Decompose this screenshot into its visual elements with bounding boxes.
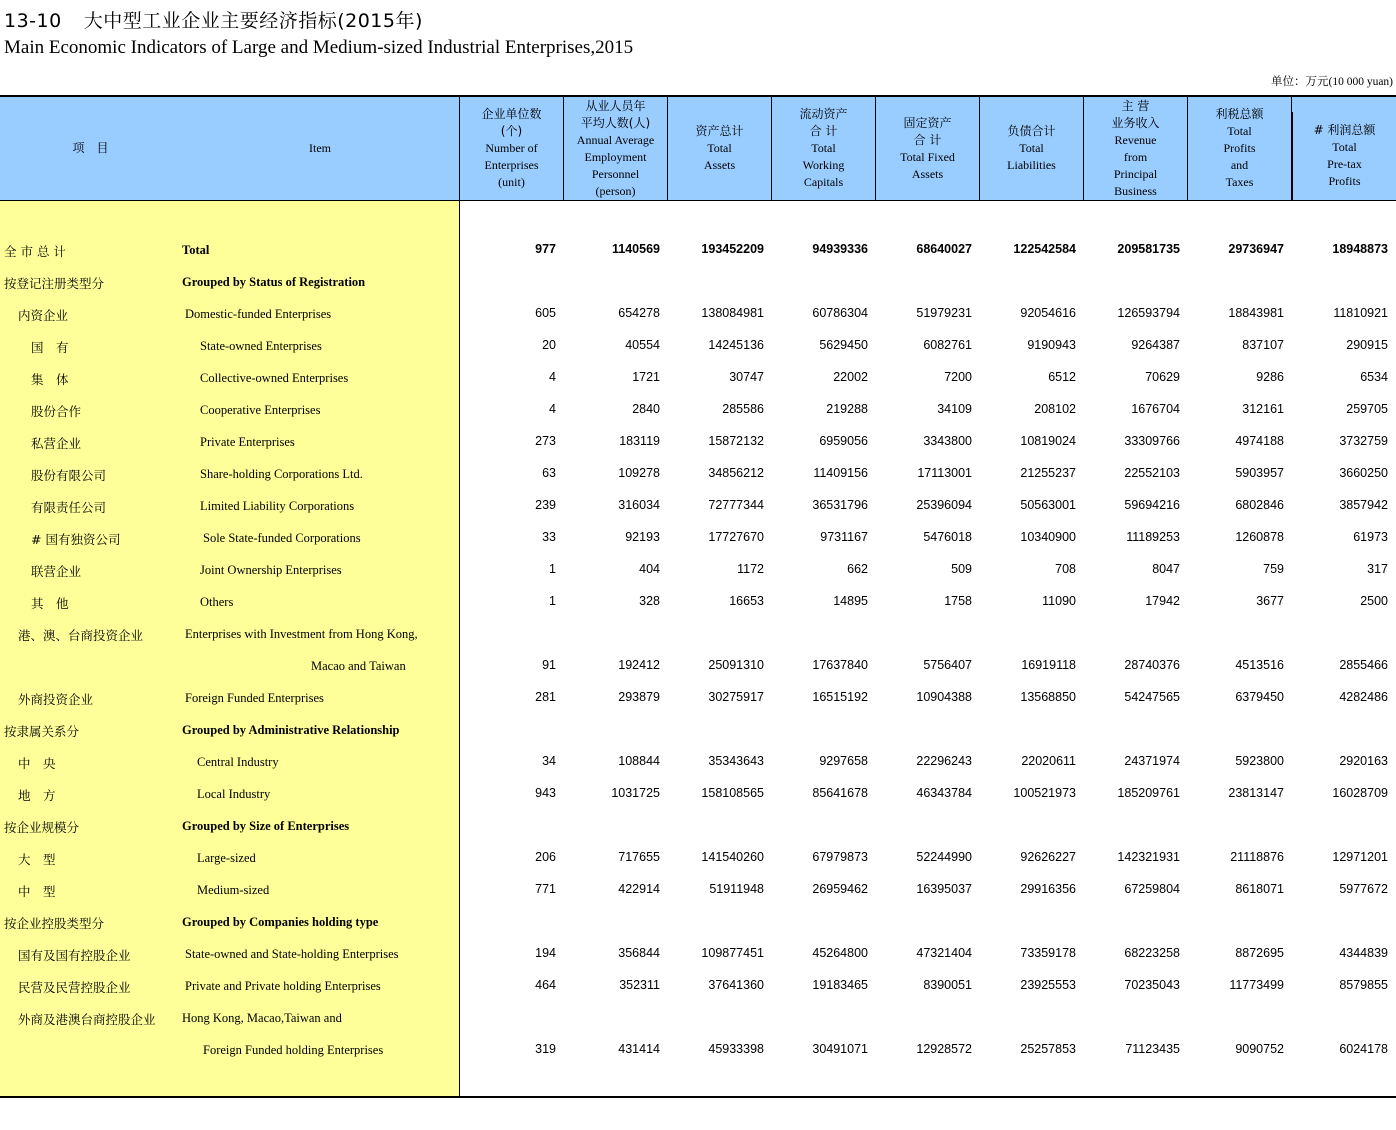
row-value-col-6: 29916356 — [1020, 882, 1076, 896]
row-label-cn: 股份有限公司 — [31, 468, 107, 483]
row-value-col-9: 11810921 — [1333, 306, 1388, 320]
row-value-col-5: 47321404 — [916, 946, 972, 960]
row-value-col-6: 11090 — [1042, 594, 1076, 608]
row-value-col-3: 37641360 — [708, 978, 764, 992]
row-value-col-3: 158108565 — [701, 786, 764, 800]
row-value-col-4: 36531796 — [812, 498, 868, 512]
row-value-col-5: 1758 — [944, 594, 972, 608]
row-label-cn: 按登记注册类型分 — [4, 276, 105, 291]
row-value-col-6: 6512 — [1048, 370, 1076, 384]
row-label-cn: 民营及民营控股企业 — [18, 980, 131, 995]
row-value-col-6: 22020611 — [1021, 754, 1076, 768]
row-value-col-5: 8390051 — [923, 978, 972, 992]
row-value-col-2: 422914 — [618, 882, 660, 896]
row-label-en: Total — [182, 243, 210, 257]
row-value-col-3: 141540260 — [701, 850, 764, 864]
table-row — [0, 297, 1396, 329]
row-value-col-9: 3732759 — [1339, 434, 1388, 448]
row-value-col-2: 293879 — [618, 690, 660, 704]
row-value-col-7: 24371974 — [1124, 754, 1180, 768]
row-value-col-5: 12928572 — [916, 1042, 972, 1056]
row-value-col-2: 356844 — [618, 946, 660, 960]
row-value-col-9: 2855466 — [1339, 658, 1388, 672]
unit-label: 单位：万元(10 000 yuan) — [1270, 76, 1393, 88]
row-value-col-8: 9286 — [1256, 370, 1284, 384]
row-value-col-4: 17637840 — [812, 658, 868, 672]
row-value-col-3: 193452209 — [701, 242, 764, 256]
row-value-col-3: 15872132 — [708, 434, 764, 448]
row-label-cn: 全 市 总 计 — [4, 244, 66, 259]
row-value-col-5: 68640027 — [916, 242, 972, 256]
header-col-cn: 流动资产 合 计 — [799, 107, 848, 138]
row-label-en: Foreign Funded Enterprises — [185, 691, 324, 705]
table-row — [0, 425, 1396, 457]
row-value-col-5: 51979231 — [916, 306, 972, 320]
row-value-col-7: 8047 — [1152, 562, 1180, 576]
row-value-col-2: 1031725 — [611, 786, 660, 800]
row-value-col-7: 28740376 — [1124, 658, 1180, 672]
row-value-col-7: 70629 — [1145, 370, 1180, 384]
header-col-1 — [460, 97, 564, 200]
header-col-5 — [876, 97, 980, 200]
row-label-en: Foreign Funded holding Enterprises — [203, 1043, 384, 1057]
row-value-col-7: 33309766 — [1124, 434, 1180, 448]
row-label-cn: 有限责任公司 — [31, 500, 107, 515]
row-value-col-9: 16028709 — [1332, 786, 1388, 800]
row-value-col-3: 1172 — [737, 562, 764, 576]
row-value-col-8: 759 — [1263, 562, 1284, 576]
row-label-cn: 联营企业 — [31, 564, 82, 579]
table-row — [0, 745, 1396, 777]
row-value-col-4: 19183465 — [812, 978, 868, 992]
row-value-col-3: 138084981 — [701, 306, 764, 320]
row-value-col-4: 60786304 — [812, 306, 868, 320]
row-value-col-1: 281 — [535, 690, 556, 704]
row-label-cn: 中 央 — [18, 756, 56, 771]
row-value-col-6: 50563001 — [1020, 498, 1076, 512]
row-label-en: Grouped by Status of Registration — [182, 275, 366, 289]
row-value-col-1: 91 — [542, 658, 556, 672]
row-value-col-1: 4 — [549, 370, 556, 384]
header-col-en: Number of Enterprises (unit) — [484, 141, 539, 189]
row-label-en: Grouped by Companies holding type — [182, 915, 379, 929]
table-row — [0, 649, 1396, 681]
header-col-cn: 固定资产 合 计 — [903, 115, 952, 147]
row-value-col-6: 92054616 — [1020, 306, 1076, 320]
row-value-col-6: 73359178 — [1020, 946, 1076, 960]
row-value-col-6: 708 — [1055, 562, 1076, 576]
row-value-col-6: 122542584 — [1013, 242, 1076, 256]
row-label-en: Cooperative Enterprises — [200, 403, 321, 417]
header-col-8 — [1188, 97, 1292, 200]
row-value-col-6: 10819024 — [1020, 434, 1076, 448]
row-value-col-2: 1140569 — [612, 242, 660, 256]
row-value-col-1: 977 — [535, 242, 556, 256]
row-value-col-5: 5756407 — [923, 658, 972, 672]
row-value-col-7: 70235043 — [1124, 978, 1180, 992]
row-value-col-1: 605 — [535, 306, 556, 320]
header-col-cn: 企业单位数 (个) — [481, 107, 542, 138]
table-row — [0, 393, 1396, 425]
row-value-col-6: 23925553 — [1020, 978, 1076, 992]
table-row — [0, 841, 1396, 873]
table-title-en: Main Economic Indicators of Large and Medium-sized Industrial Enterprises,2015 — [4, 37, 634, 58]
header-col-9 — [1292, 112, 1396, 200]
table-row — [0, 585, 1396, 617]
row-value-col-2: 92193 — [625, 530, 660, 544]
header-col-en: Total Fixed Assets — [900, 149, 955, 181]
header-col-cn: 利税总额 — [1215, 107, 1264, 121]
row-value-col-5: 17113001 — [917, 466, 972, 480]
header-item-cn — [0, 97, 181, 200]
table-row — [0, 905, 1396, 937]
row-value-col-6: 92626227 — [1020, 850, 1076, 864]
row-value-col-7: 68223258 — [1124, 946, 1180, 960]
row-label-cn: 内资企业 — [18, 308, 69, 323]
row-value-col-5: 6082761 — [923, 338, 972, 352]
row-value-col-4: 9297658 — [819, 754, 868, 768]
row-label-en: State-owned and State-holding Enterprises — [185, 947, 399, 961]
row-label-cn: 外商投资企业 — [18, 692, 94, 707]
table-row — [0, 361, 1396, 393]
row-value-col-9: 317 — [1367, 562, 1388, 576]
row-label-cn: # 国有独资公司 — [31, 532, 121, 547]
table-row — [0, 1033, 1396, 1065]
header-col-en: Total Assets — [703, 141, 736, 172]
row-value-col-6: 10340900 — [1020, 530, 1076, 544]
row-value-col-9: 61973 — [1353, 530, 1388, 544]
bottom-rule — [0, 1096, 1396, 1098]
row-value-col-3: 109877451 — [701, 946, 764, 960]
row-value-col-9: 2920163 — [1339, 754, 1388, 768]
table-row — [0, 265, 1396, 297]
table-row — [0, 713, 1396, 745]
row-label-en: Central Industry — [197, 755, 279, 769]
row-label-en: Grouped by Size of Enterprises — [182, 819, 350, 833]
header-col-en: Total Liabilities — [1007, 141, 1056, 172]
row-value-col-1: 319 — [535, 1042, 556, 1056]
row-value-col-1: 943 — [535, 786, 556, 800]
row-value-col-2: 40554 — [625, 338, 660, 352]
table-number: 13-10 — [4, 10, 62, 32]
row-value-col-2: 352311 — [619, 978, 660, 992]
row-value-col-8: 29736947 — [1228, 242, 1284, 256]
row-value-col-7: 54247565 — [1124, 690, 1180, 704]
row-value-col-8: 6802846 — [1235, 498, 1284, 512]
row-value-col-2: 109278 — [618, 466, 660, 480]
table-title-cn — [4, 6, 423, 33]
row-label-cn: 地 方 — [18, 788, 56, 803]
row-value-col-5: 509 — [951, 562, 972, 576]
table-row — [0, 1001, 1396, 1033]
row-value-col-7: 126593794 — [1117, 306, 1180, 320]
row-value-col-2: 108844 — [618, 754, 660, 768]
row-value-col-4: 85641678 — [812, 786, 868, 800]
row-value-col-3: 30275917 — [708, 690, 764, 704]
row-value-col-5: 25396094 — [916, 498, 972, 512]
row-value-col-2: 1721 — [632, 370, 660, 384]
row-value-col-4: 6959056 — [819, 434, 868, 448]
row-value-col-4: 9731167 — [820, 530, 868, 544]
row-value-col-5: 52244990 — [916, 850, 972, 864]
row-value-col-4: 219288 — [826, 402, 868, 416]
row-value-col-8: 21118876 — [1230, 850, 1284, 864]
row-value-col-3: 285586 — [722, 402, 764, 416]
table-row — [0, 873, 1396, 905]
row-value-col-6: 208102 — [1034, 402, 1076, 416]
header-col-4 — [772, 97, 876, 200]
header-col-en: Revenue from Principal Business — [1113, 132, 1158, 198]
row-value-col-2: 192412 — [618, 658, 660, 672]
row-label-cn: 中 型 — [18, 884, 56, 899]
row-value-col-8: 5923800 — [1235, 754, 1284, 768]
header-col-en: Total Pre-tax Profits — [1327, 140, 1362, 188]
row-value-col-5: 46343784 — [916, 786, 972, 800]
row-value-col-4: 14895 — [833, 594, 868, 608]
row-value-col-1: 239 — [535, 498, 556, 512]
table-row — [0, 329, 1396, 361]
row-label-en: Local Industry — [197, 787, 271, 801]
row-value-col-2: 717655 — [618, 850, 660, 864]
header-col-cn: # 利润总额 — [1313, 123, 1376, 137]
table-row — [0, 521, 1396, 553]
header-col-7 — [1084, 97, 1188, 200]
row-value-col-1: 1 — [549, 594, 556, 608]
row-value-col-8: 4974188 — [1235, 434, 1284, 448]
row-label-en: Hong Kong, Macao,Taiwan and — [182, 1011, 342, 1025]
row-value-col-6: 16919118 — [1021, 658, 1076, 672]
row-label-en: Joint Ownership Enterprises — [200, 563, 342, 577]
row-value-col-1: 206 — [535, 850, 556, 864]
row-label-en: Enterprises with Investment from Hong Kong, — [185, 627, 418, 641]
title-cn-text: 大中型工业企业主要经济指标(2015年) — [83, 10, 423, 32]
row-value-col-8: 3677 — [1256, 594, 1284, 608]
row-value-col-6: 100521973 — [1013, 786, 1076, 800]
row-value-col-8: 837107 — [1242, 338, 1284, 352]
row-value-col-7: 9264387 — [1131, 338, 1180, 352]
row-value-col-4: 22002 — [833, 370, 868, 384]
row-value-col-3: 45933398 — [708, 1042, 764, 1056]
row-label-en: Macao and Taiwan — [311, 659, 406, 673]
row-value-col-1: 273 — [535, 434, 556, 448]
row-value-col-2: 2840 — [632, 402, 660, 416]
row-label-en: Grouped by Administrative Relationship — [182, 723, 400, 737]
row-value-col-9: 4344839 — [1339, 946, 1388, 960]
table-row — [0, 553, 1396, 585]
row-value-col-9: 3660250 — [1339, 466, 1388, 480]
row-label-en: Private and Private holding Enterprises — [185, 979, 381, 993]
row-value-col-3: 30747 — [729, 370, 764, 384]
row-value-col-4: 67979873 — [812, 850, 868, 864]
row-value-col-8: 18843981 — [1228, 306, 1284, 320]
row-value-col-1: 33 — [542, 530, 556, 544]
row-value-col-7: 22552103 — [1124, 466, 1180, 480]
row-label-en: Others — [200, 595, 234, 609]
row-label-en: Sole State-funded Corporations — [203, 531, 361, 545]
row-label-cn: 外商及港澳台商控股企业 — [18, 1012, 156, 1027]
row-value-col-3: 72777344 — [708, 498, 764, 512]
row-value-col-7: 67259804 — [1124, 882, 1180, 896]
row-value-col-3: 25091310 — [708, 658, 764, 672]
row-label-cn: 集 体 — [31, 372, 69, 387]
row-value-col-9: 4282486 — [1339, 690, 1388, 704]
row-value-col-5: 10904388 — [916, 690, 972, 704]
table-header — [0, 97, 1396, 201]
row-value-col-2: 183119 — [619, 434, 660, 448]
header-col-cn: 主 营 业务收入 — [1111, 98, 1160, 130]
row-value-col-1: 194 — [535, 946, 556, 960]
header-col-3 — [668, 97, 772, 200]
row-value-col-7: 209581735 — [1117, 242, 1180, 256]
header-col-en: Total Profits and Taxes — [1223, 124, 1256, 189]
row-value-col-3: 16653 — [729, 594, 764, 608]
header-item-en-text: Item — [309, 141, 331, 155]
row-value-col-6: 9190943 — [1027, 338, 1076, 352]
table-row — [0, 489, 1396, 521]
row-label-en: Share-holding Corporations Ltd. — [200, 467, 363, 481]
row-value-col-4: 94939336 — [812, 242, 868, 256]
row-value-col-4: 26959462 — [812, 882, 868, 896]
row-value-col-5: 34109 — [937, 402, 972, 416]
row-label-en: Medium-sized — [197, 883, 270, 897]
row-value-col-7: 185209761 — [1117, 786, 1180, 800]
header-item-cn-text: 项 目 — [72, 141, 109, 155]
row-value-col-9: 8579855 — [1339, 978, 1388, 992]
row-label-cn: 按企业规模分 — [4, 820, 80, 835]
row-value-col-3: 17727670 — [708, 530, 764, 544]
header-col-en: Annual Average Employment Personnel (person) — [576, 132, 655, 198]
row-value-col-4: 30491071 — [812, 1042, 868, 1056]
row-label-cn: 私营企业 — [31, 436, 82, 451]
row-value-col-8: 9090752 — [1235, 1042, 1284, 1056]
row-value-col-5: 5476018 — [923, 530, 972, 544]
row-value-col-1: 464 — [535, 978, 556, 992]
row-label-cn: 国有及国有控股企业 — [18, 948, 131, 963]
row-value-col-9: 2500 — [1360, 594, 1388, 608]
header-col-cn: 从业人员年 平均人数(人) — [580, 98, 651, 130]
row-value-col-6: 21255237 — [1020, 466, 1076, 480]
row-label-cn: 股份合作 — [31, 404, 82, 419]
row-label-cn: 港、澳、台商投资企业 — [18, 628, 144, 643]
row-value-col-5: 7200 — [944, 370, 972, 384]
row-value-col-2: 316034 — [618, 498, 660, 512]
row-label-cn: 按企业控股类型分 — [4, 916, 105, 931]
row-value-col-7: 17942 — [1145, 594, 1180, 608]
row-value-col-4: 16515192 — [812, 690, 868, 704]
header-col-6 — [980, 97, 1084, 200]
row-value-col-7: 1676704 — [1131, 402, 1180, 416]
row-value-col-1: 63 — [542, 466, 556, 480]
table-row — [0, 457, 1396, 489]
table-row — [0, 233, 1396, 265]
row-value-col-2: 404 — [639, 562, 660, 576]
table-row — [0, 937, 1396, 969]
row-value-col-8: 312161 — [1242, 402, 1284, 416]
row-value-col-3: 51911948 — [709, 882, 764, 896]
row-label-cn: 国 有 — [31, 340, 69, 355]
row-label-en: Private Enterprises — [200, 435, 295, 449]
row-label-cn: 大 型 — [18, 852, 56, 867]
row-value-col-8: 6379450 — [1235, 690, 1284, 704]
row-value-col-1: 4 — [549, 402, 556, 416]
row-value-col-8: 8618071 — [1235, 882, 1284, 896]
row-value-col-8: 5903957 — [1235, 466, 1284, 480]
row-value-col-7: 142321931 — [1117, 850, 1180, 864]
row-value-col-9: 12971201 — [1332, 850, 1388, 864]
row-value-col-3: 34856212 — [708, 466, 764, 480]
row-value-col-5: 3343800 — [923, 434, 972, 448]
row-value-col-7: 11189253 — [1126, 530, 1180, 544]
row-value-col-9: 259705 — [1346, 402, 1388, 416]
row-value-col-6: 13568850 — [1020, 690, 1076, 704]
row-value-col-8: 8872695 — [1235, 946, 1284, 960]
table-row — [0, 681, 1396, 713]
row-value-col-8: 11773499 — [1229, 978, 1284, 992]
row-label-en: Large-sized — [197, 851, 256, 865]
row-label-en: Domestic-funded Enterprises — [185, 307, 332, 321]
row-value-col-1: 20 — [542, 338, 556, 352]
row-value-col-4: 11409156 — [813, 466, 868, 480]
row-value-col-2: 654278 — [618, 306, 660, 320]
row-value-col-5: 22296243 — [916, 754, 972, 768]
row-value-col-3: 14245136 — [708, 338, 764, 352]
row-value-col-9: 3857942 — [1339, 498, 1388, 512]
table-row — [0, 617, 1396, 649]
row-value-col-9: 290915 — [1346, 338, 1388, 352]
row-value-col-8: 1260878 — [1235, 530, 1284, 544]
row-label-cn: 按隶属关系分 — [4, 724, 80, 739]
row-value-col-8: 4513516 — [1235, 658, 1284, 672]
header-col-cn: 资产总计 — [695, 124, 744, 138]
table-row — [0, 969, 1396, 1001]
row-value-col-5: 16395037 — [916, 882, 972, 896]
row-label-en: Limited Liability Corporations — [200, 499, 355, 513]
header-item-en — [181, 97, 460, 200]
row-label-en: State-owned Enterprises — [200, 339, 322, 353]
row-value-col-7: 71123435 — [1125, 1042, 1180, 1056]
row-value-col-4: 45264800 — [812, 946, 868, 960]
header-col-2 — [564, 97, 668, 200]
row-value-col-4: 662 — [847, 562, 868, 576]
row-value-col-2: 328 — [639, 594, 660, 608]
row-value-col-3: 35343643 — [708, 754, 764, 768]
row-value-col-8: 23813147 — [1228, 786, 1284, 800]
row-value-col-1: 771 — [535, 882, 556, 896]
row-value-col-1: 34 — [542, 754, 556, 768]
header-col-cn: 负债合计 — [1007, 124, 1056, 138]
row-value-col-6: 25257853 — [1020, 1042, 1076, 1056]
table-row — [0, 777, 1396, 809]
row-value-col-2: 431414 — [618, 1042, 660, 1056]
header-col-en: Total Working Capitals — [802, 141, 845, 189]
row-value-col-9: 5977672 — [1339, 882, 1388, 896]
row-label-en: Collective-owned Enterprises — [200, 371, 349, 385]
row-value-col-9: 6534 — [1360, 370, 1388, 384]
row-value-col-4: 5629450 — [819, 338, 868, 352]
row-value-col-1: 1 — [549, 562, 556, 576]
row-value-col-9: 18948873 — [1332, 242, 1388, 256]
row-label-cn: 其 他 — [31, 596, 69, 611]
row-value-col-7: 59694216 — [1124, 498, 1180, 512]
row-value-col-9: 6024178 — [1339, 1042, 1388, 1056]
table-row — [0, 809, 1396, 841]
